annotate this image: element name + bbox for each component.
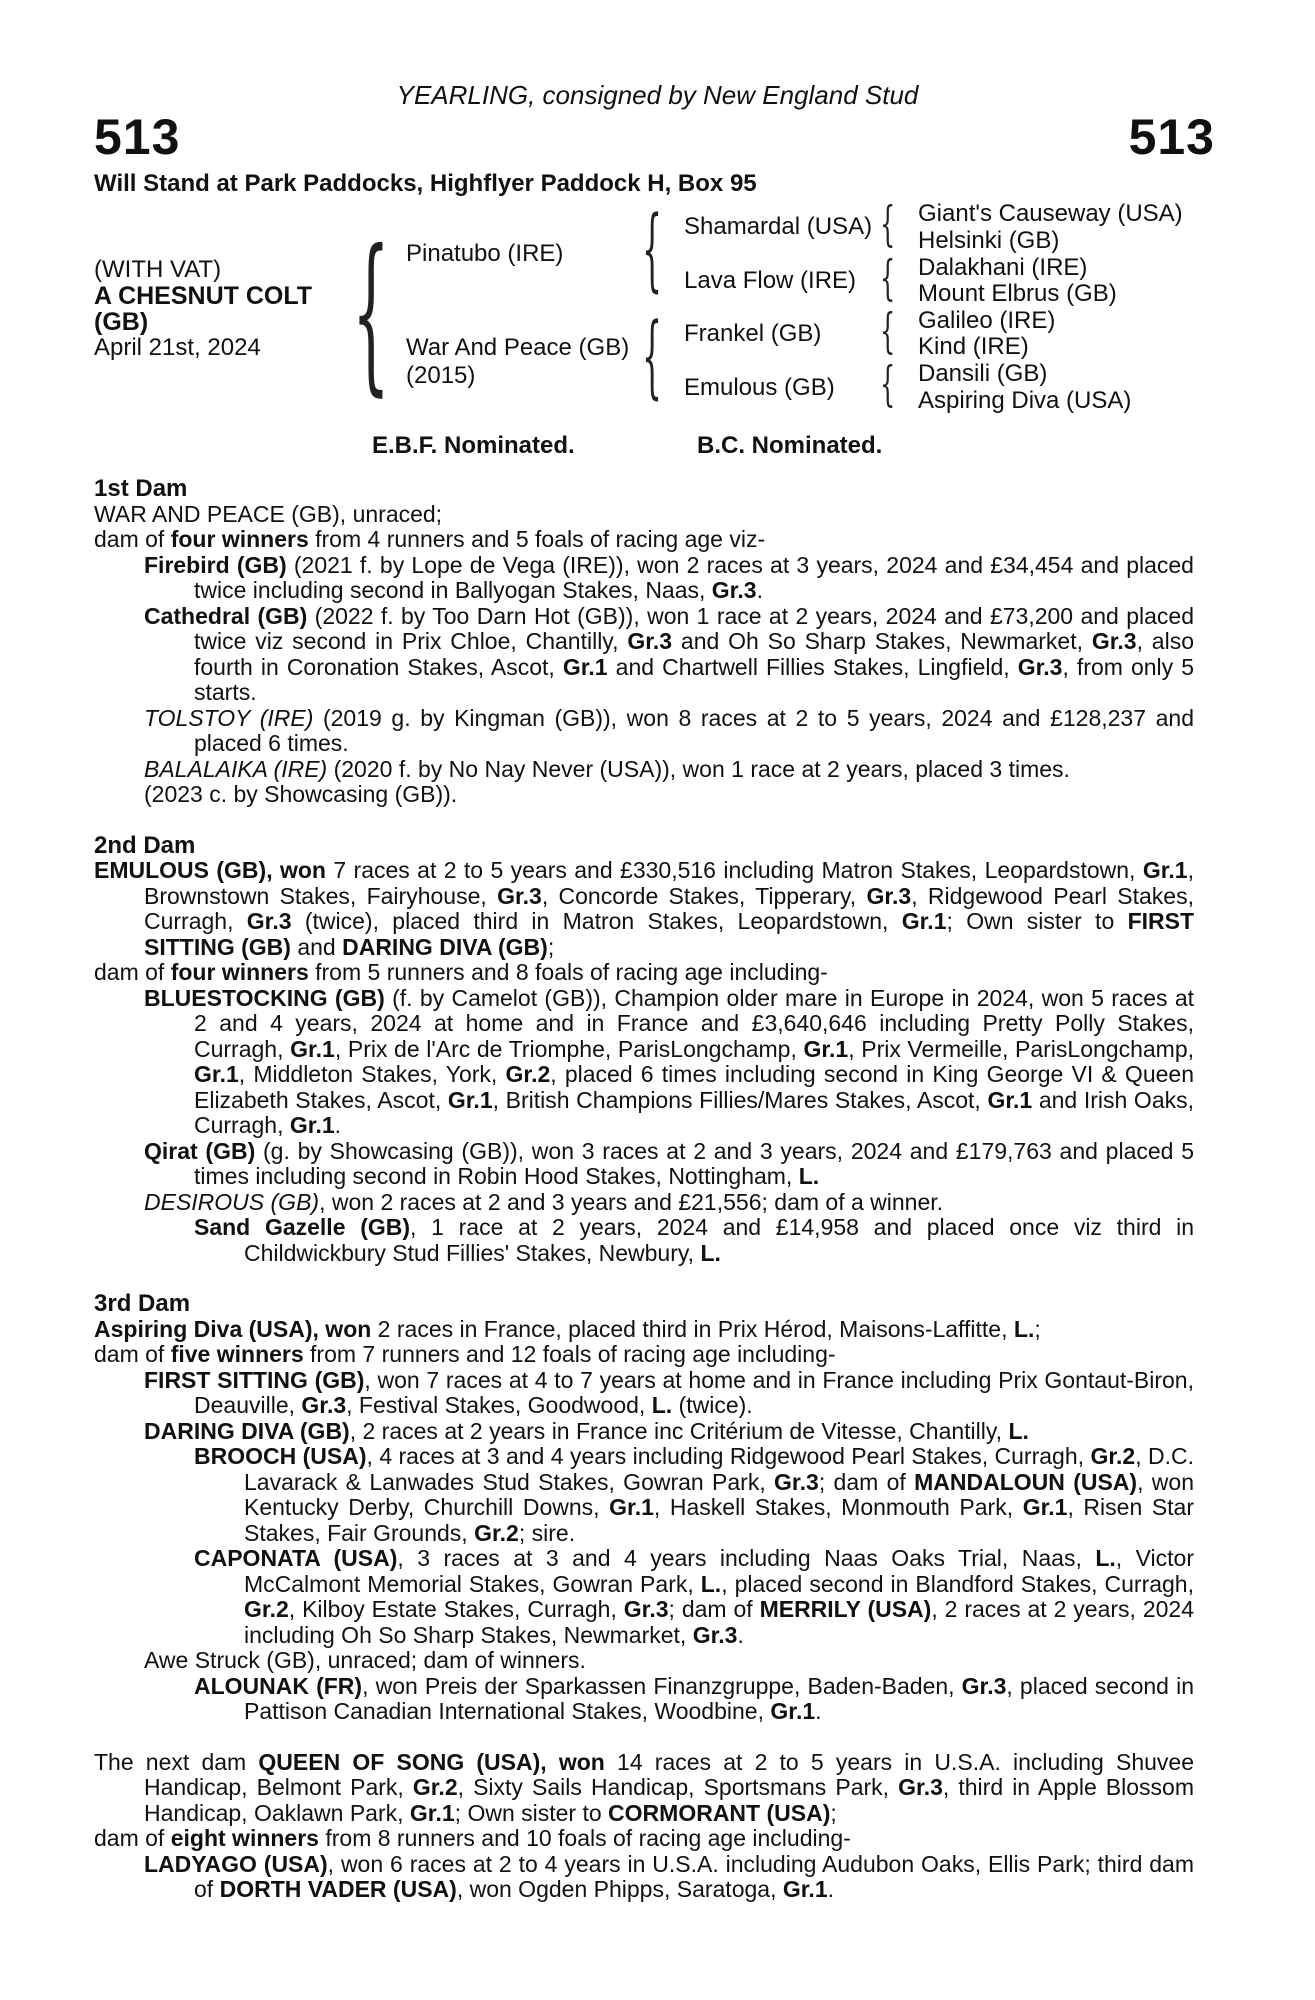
vat-note: (WITH VAT)	[94, 256, 222, 283]
pedigree-brace-ds: {	[880, 303, 896, 359]
pedigree-sire-dam: Lava Flow (IRE)	[684, 267, 857, 294]
pedigree-dsd: Kind (IRE)	[918, 333, 1029, 360]
pedigree-brace-main: {	[352, 214, 390, 412]
lot-number-right: 513	[1128, 109, 1215, 165]
second-dam-record: EMULOUS (GB), won 7 races at 2 to 5 years and £330,516 including Matron Stakes, Leopardstown, Gr.1, Brownstown Stakes, Fairyhouse, Gr.3, Concorde Stakes, Tipperary, Gr.3, Ridgewood Pearl Stakes, Curragh, Gr.3 (twice), placed third in Matron Stakes, Leopardstown, Gr.1; Own sister to FIRST SITTING (GB) and DARING DIVA (GB);	[94, 857, 1195, 960]
first-dam-heading: 1st Dam	[94, 475, 188, 502]
produce-entry: Sand Gazelle (GB), 1 race at 2 years, 2024 and £14,958 and placed once viz third in Childwickbury Stud Fillies' Stakes, Newbury, L.	[194, 1214, 1195, 1266]
consignor-line: YEARLING, consigned by New England Stud	[396, 80, 919, 110]
pedigree-dam-sire: Frankel (GB)	[684, 320, 822, 347]
produce-entry: CAPONATA (USA), 3 races at 3 and 4 years including Naas Oaks Trial, Naas, L., Victor McCalmont Memorial Stakes, Gowran Park, L., placed second in Blandford Stakes, Curragh, Gr.2, Kilboy Estate Stakes, Curragh, Gr.3; dam of MERRILY (USA), 2 races at 2 years, 2024 including Oh So Sharp Stakes, Newmarket, Gr.3.	[194, 1545, 1194, 1648]
next-dam-produce: dam of eight winners from 8 runners and 10 foals of racing age including-	[94, 1825, 851, 1851]
produce-entry: FIRST SITTING (GB), won 7 races at 4 to 7 years at home and in France including Prix Gontaut-Biron, Deauville, Gr.3, Festival Stakes, Goodwood, L. (twice).	[144, 1366, 1194, 1418]
second-dam-produce: dam of four winners from 5 runners and 8 foals of racing age including-	[94, 959, 828, 985]
produce-entry: LADYAGO (USA), won 6 races at 2 to 4 years in U.S.A. including Audubon Oaks, Ellis Park; third dam of DORTH VADER (USA), won Ogden Phipps, Saratoga, Gr.1.	[144, 1850, 1194, 1902]
produce-entry: Awe Struck (GB), unraced; dam of winners.	[144, 1647, 586, 1673]
pedigree-brace-dam: {	[642, 304, 663, 409]
second-dam-heading: 2nd Dam	[94, 831, 196, 859]
third-dam-heading: 3rd Dam	[94, 1290, 191, 1317]
pedigree-brace-ss: {	[880, 196, 896, 252]
produce-entry: BLUESTOCKING (GB) (f. by Camelot (GB)), Champion older mare in Europe in 2024, won 5 races at 2 and 4 years, 2024 at home and in France and £3,640,646 including Pretty Polly Stakes, Curragh, Gr.1, Prix de l'Arc de Triomphe, ParisLongchamp, Gr.1, Prix Vermeille, ParisLongchamp, Gr.1, Middleton Stakes, York, Gr.2, placed 6 times including second in King George VI & Queen Elizabeth Stakes, Ascot, Gr.1, British Champions Fillies/Mares Stakes, Ascot, Gr.1 and Irish Oaks, Curragh, Gr.1.	[144, 984, 1195, 1138]
ebf-nominated: E.B.F. Nominated.	[372, 432, 575, 459]
pedigree-dam-dam: Emulous (GB)	[684, 374, 835, 401]
produce-entry: Qirat (GB) (g. by Showcasing (GB)), won 3 races at 2 and 3 years, 2024 and £179,763 and placed 5 times including second in Robin Hood Stakes, Nottingham, L.	[144, 1137, 1195, 1189]
next-dam-record: The next dam QUEEN OF SONG (USA), won 14 races at 2 to 5 years in U.S.A. including Shuvee Handicap, Belmont Park, Gr.2, Sixty Sails Handicap, Sportsmans Park, Gr.3, third in Apple Blossom Handicap, Oaklawn Park, Gr.1; Own sister to CORMORANT (USA);	[94, 1748, 1194, 1826]
produce-entry: BROOCH (USA), 4 races at 3 and 4 years including Ridgewood Pearl Stakes, Curragh, Gr.2, D.C. Lavarack & Lanwades Stud Stakes, Gowran Park, Gr.3; dam of MANDALOUN (USA), won Kentucky Derby, Churchill Downs, Gr.1, Haskell Stakes, Monmouth Park, Gr.1, Risen Star Stakes, Fair Grounds, Gr.2; sire.	[194, 1443, 1195, 1546]
pedigree-sire-sire: Shamardal (USA)	[684, 213, 873, 240]
produce-entry: TOLSTOY (IRE) (2019 g. by Kingman (GB)), won 8 races at 2 to 5 years, 2024 and £128,237 and placed 6 times.	[144, 704, 1194, 756]
pedigree-sss: Giant's Causeway (USA)	[918, 200, 1183, 227]
pedigree-sds: Dalakhani (IRE)	[918, 254, 1088, 281]
pedigree-brace-sire: {	[642, 197, 663, 302]
foaling-date: April 21st, 2024	[94, 334, 261, 361]
produce-entry: Cathedral (GB) (2022 f. by Too Darn Hot (GB)), won 1 race at 2 years, 2024 and £73,200 and placed twice viz second in Prix Chloe, Chantilly, Gr.3 and Oh So Sharp Stakes, Newmarket, Gr.3, also fourth in Coronation Stakes, Ascot, Gr.1 and Chartwell Fillies Stakes, Lingfield, Gr.3, from only 5 starts.	[144, 602, 1194, 705]
pedigree-dam: War And Peace (GB)	[406, 334, 630, 361]
catalogue-body	[94, 476, 1194, 1903]
lot-description-country: (GB)	[94, 308, 149, 336]
pedigree-sdd: Mount Elbrus (GB)	[918, 280, 1117, 307]
third-dam-record: Aspiring Diva (USA), won 2 races in France, placed third in Prix Hérod, Maisons-Laffitte, L.;	[94, 1315, 1041, 1342]
produce-entry: DARING DIVA (GB), 2 races at 2 years in France inc Critérium de Vitesse, Chantilly, L.	[144, 1417, 1029, 1444]
pedigree-dds: Dansili (GB)	[918, 360, 1048, 387]
lot-number-left: 513	[94, 109, 181, 165]
bc-nominated: B.C. Nominated.	[697, 432, 883, 459]
produce-entry: Firebird (GB) (2021 f. by Lope de Vega (IRE)), won 2 races at 3 years, 2024 and £34,454 and placed twice including second in Ballyogan Stakes, Naas, Gr.3.	[144, 551, 1194, 603]
first-dam-produce: dam of four winners from 4 runners and 5 foals of racing age viz-	[94, 526, 766, 552]
produce-entry: ALOUNAK (FR), won Preis der Sparkassen Finanzgruppe, Baden-Baden, Gr.3, placed second in Pattison Canadian International Stakes, Woodbine, Gr.1.	[194, 1672, 1194, 1724]
pedigree-dss: Galileo (IRE)	[918, 307, 1056, 334]
produce-entry: DESIROUS (GB), won 2 races at 2 and 3 years and £21,556; dam of a winner.	[144, 1188, 944, 1215]
pedigree-sire: Pinatubo (IRE)	[406, 240, 564, 267]
pedigree-brace-dd: {	[880, 356, 896, 412]
third-dam-produce: dam of five winners from 7 runners and 12 foals of racing age including-	[94, 1341, 836, 1367]
produce-entry: (2023 c. by Showcasing (GB)).	[144, 781, 458, 807]
pedigree-dam-year: (2015)	[406, 362, 476, 389]
pedigree-ssd: Helsinki (GB)	[918, 227, 1060, 254]
pedigree-brace-sd: {	[880, 250, 896, 306]
produce-entry: BALALAIKA (IRE) (2020 f. by No Nay Never (USA)), won 1 race at 2 years, placed 3 times.	[144, 755, 1070, 782]
pedigree-ddd: Aspiring Diva (USA)	[918, 387, 1132, 414]
lot-description: A CHESNUT COLT	[94, 282, 313, 310]
first-dam-line: WAR AND PEACE (GB), unraced;	[94, 500, 443, 527]
stand-location: Will Stand at Park Paddocks, Highflyer Paddock H, Box 95	[94, 170, 757, 197]
